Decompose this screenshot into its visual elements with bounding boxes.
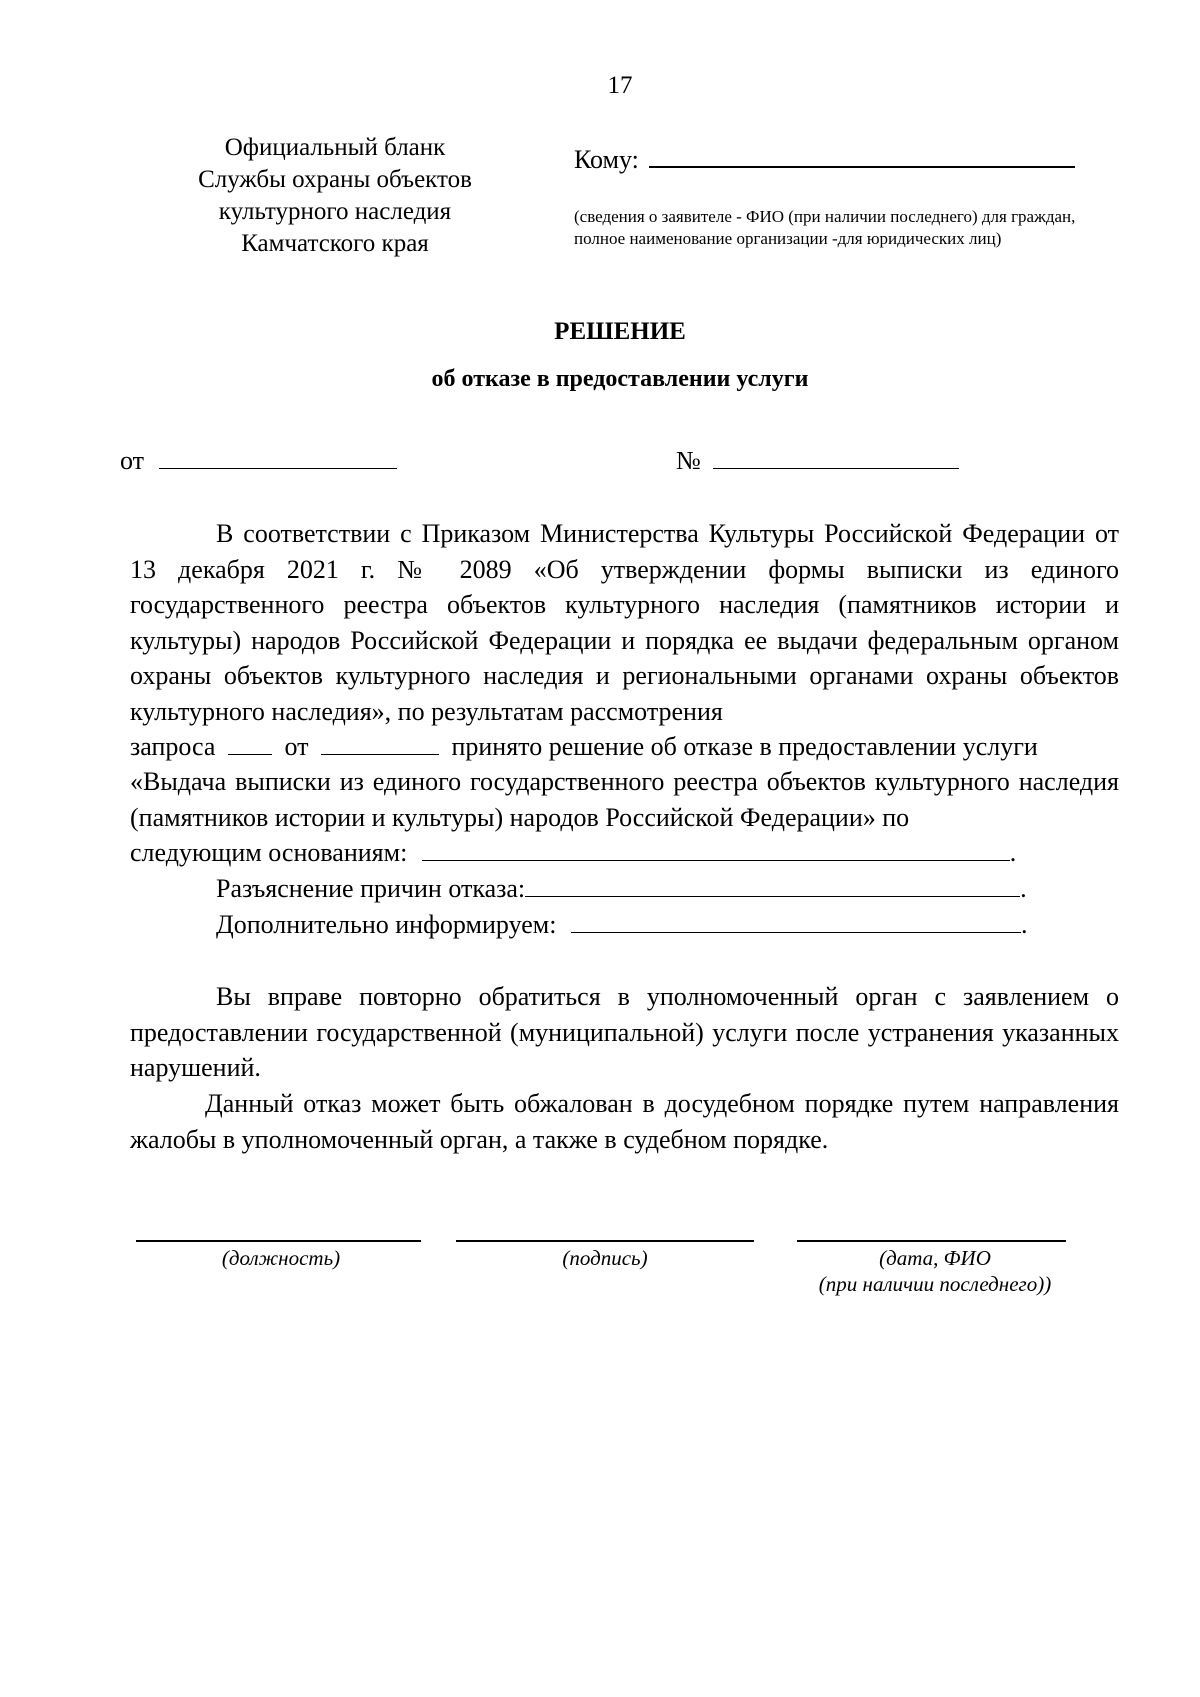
date-name-caption [780,1245,1090,1297]
position-caption: (должность) [221,1246,341,1270]
number-label: № [676,446,701,475]
document-subtitle: об отказе в предоставлении услуги [431,366,809,392]
recipient-blank[interactable] [649,142,1075,168]
additional-label: Дополнительно информируем: [216,910,557,939]
letterhead-line: Службы охраны объектов [198,166,472,193]
grounds-blank[interactable] [422,838,1010,861]
number-field [676,446,959,476]
decision-text: принято решение об отказе в предоставлении услуги [451,732,1038,761]
letterhead-line: Камчатского края [241,230,429,257]
body-paragraph-3: Данный отказ может быть обжалован в досудебном порядке путем направления жалобы в уполномоченный орган, а также в судебном порядке. [130,1089,1119,1154]
date-name-caption-line: (при наличии последнего)) [818,1272,1052,1296]
recipient-field [574,142,1094,175]
request-line [130,729,1119,765]
request-date-blank[interactable] [321,732,439,755]
sign-caption: (подпись) [562,1246,648,1270]
position-signature-line[interactable] [136,1240,421,1242]
explanation-label: Разъяснение причин отказа: [216,874,526,903]
number-blank[interactable] [713,446,959,469]
body-paragraph-1: В соответствии с Приказом Министерства Культуры Российской Федерации от 13 декабря 2021 г. № 2089 «Об утверждении формы выписки из единого государственного реестра объектов культурного наследия (памятников истории и культуры) народов Российской Федерации и порядка ее выдачи федеральным органом охраны объектов культурного наследия и региональными органами охраны объектов культурного наследия», по результатам рассмотрения [130,519,1119,726]
recipient-label: Кому: [574,145,639,174]
request-number-blank[interactable] [228,732,272,755]
additional-blank[interactable] [571,910,1021,933]
service-text: «Выдача выписки из единого государственного реестра объектов культурного наследия (памятников истории и культуры) народов Российской Федерации» по [130,767,1119,832]
additional-line [216,907,1200,943]
explanation-blank[interactable] [525,874,1020,897]
grounds-line [130,835,1119,871]
period: . [1020,874,1027,903]
date-label: от [120,446,145,475]
letterhead-line: культурного наследия [218,198,452,225]
document-title: РЕШЕНИЕ [554,318,686,345]
sign-signature-line[interactable] [456,1240,754,1242]
date-name-caption-line: (дата, ФИО [879,1246,991,1270]
grounds-label: следующим основаниям: [130,838,408,867]
recipient-note: (сведения о заявителе - ФИО (при наличии последнего) для граждан, полное наименование организации -для юридических лиц) [574,207,1076,248]
page-number: 17 [607,72,633,99]
letterhead [170,132,500,260]
date-blank[interactable] [159,446,397,469]
explanation-line [216,871,1200,907]
period: . [1020,910,1028,939]
date-field [120,446,397,476]
period: . [1009,838,1017,867]
request-word: запроса [130,732,216,761]
request-from: от [284,732,309,761]
date-name-signature-line[interactable] [797,1240,1066,1242]
body-paragraph-2: Вы вправе повторно обратиться в уполномоченный орган с заявлением о предоставлении государственной (муниципальной) услуги после устранения указанных нарушений. [130,982,1119,1082]
letterhead-line: Официальный бланк [224,134,446,161]
